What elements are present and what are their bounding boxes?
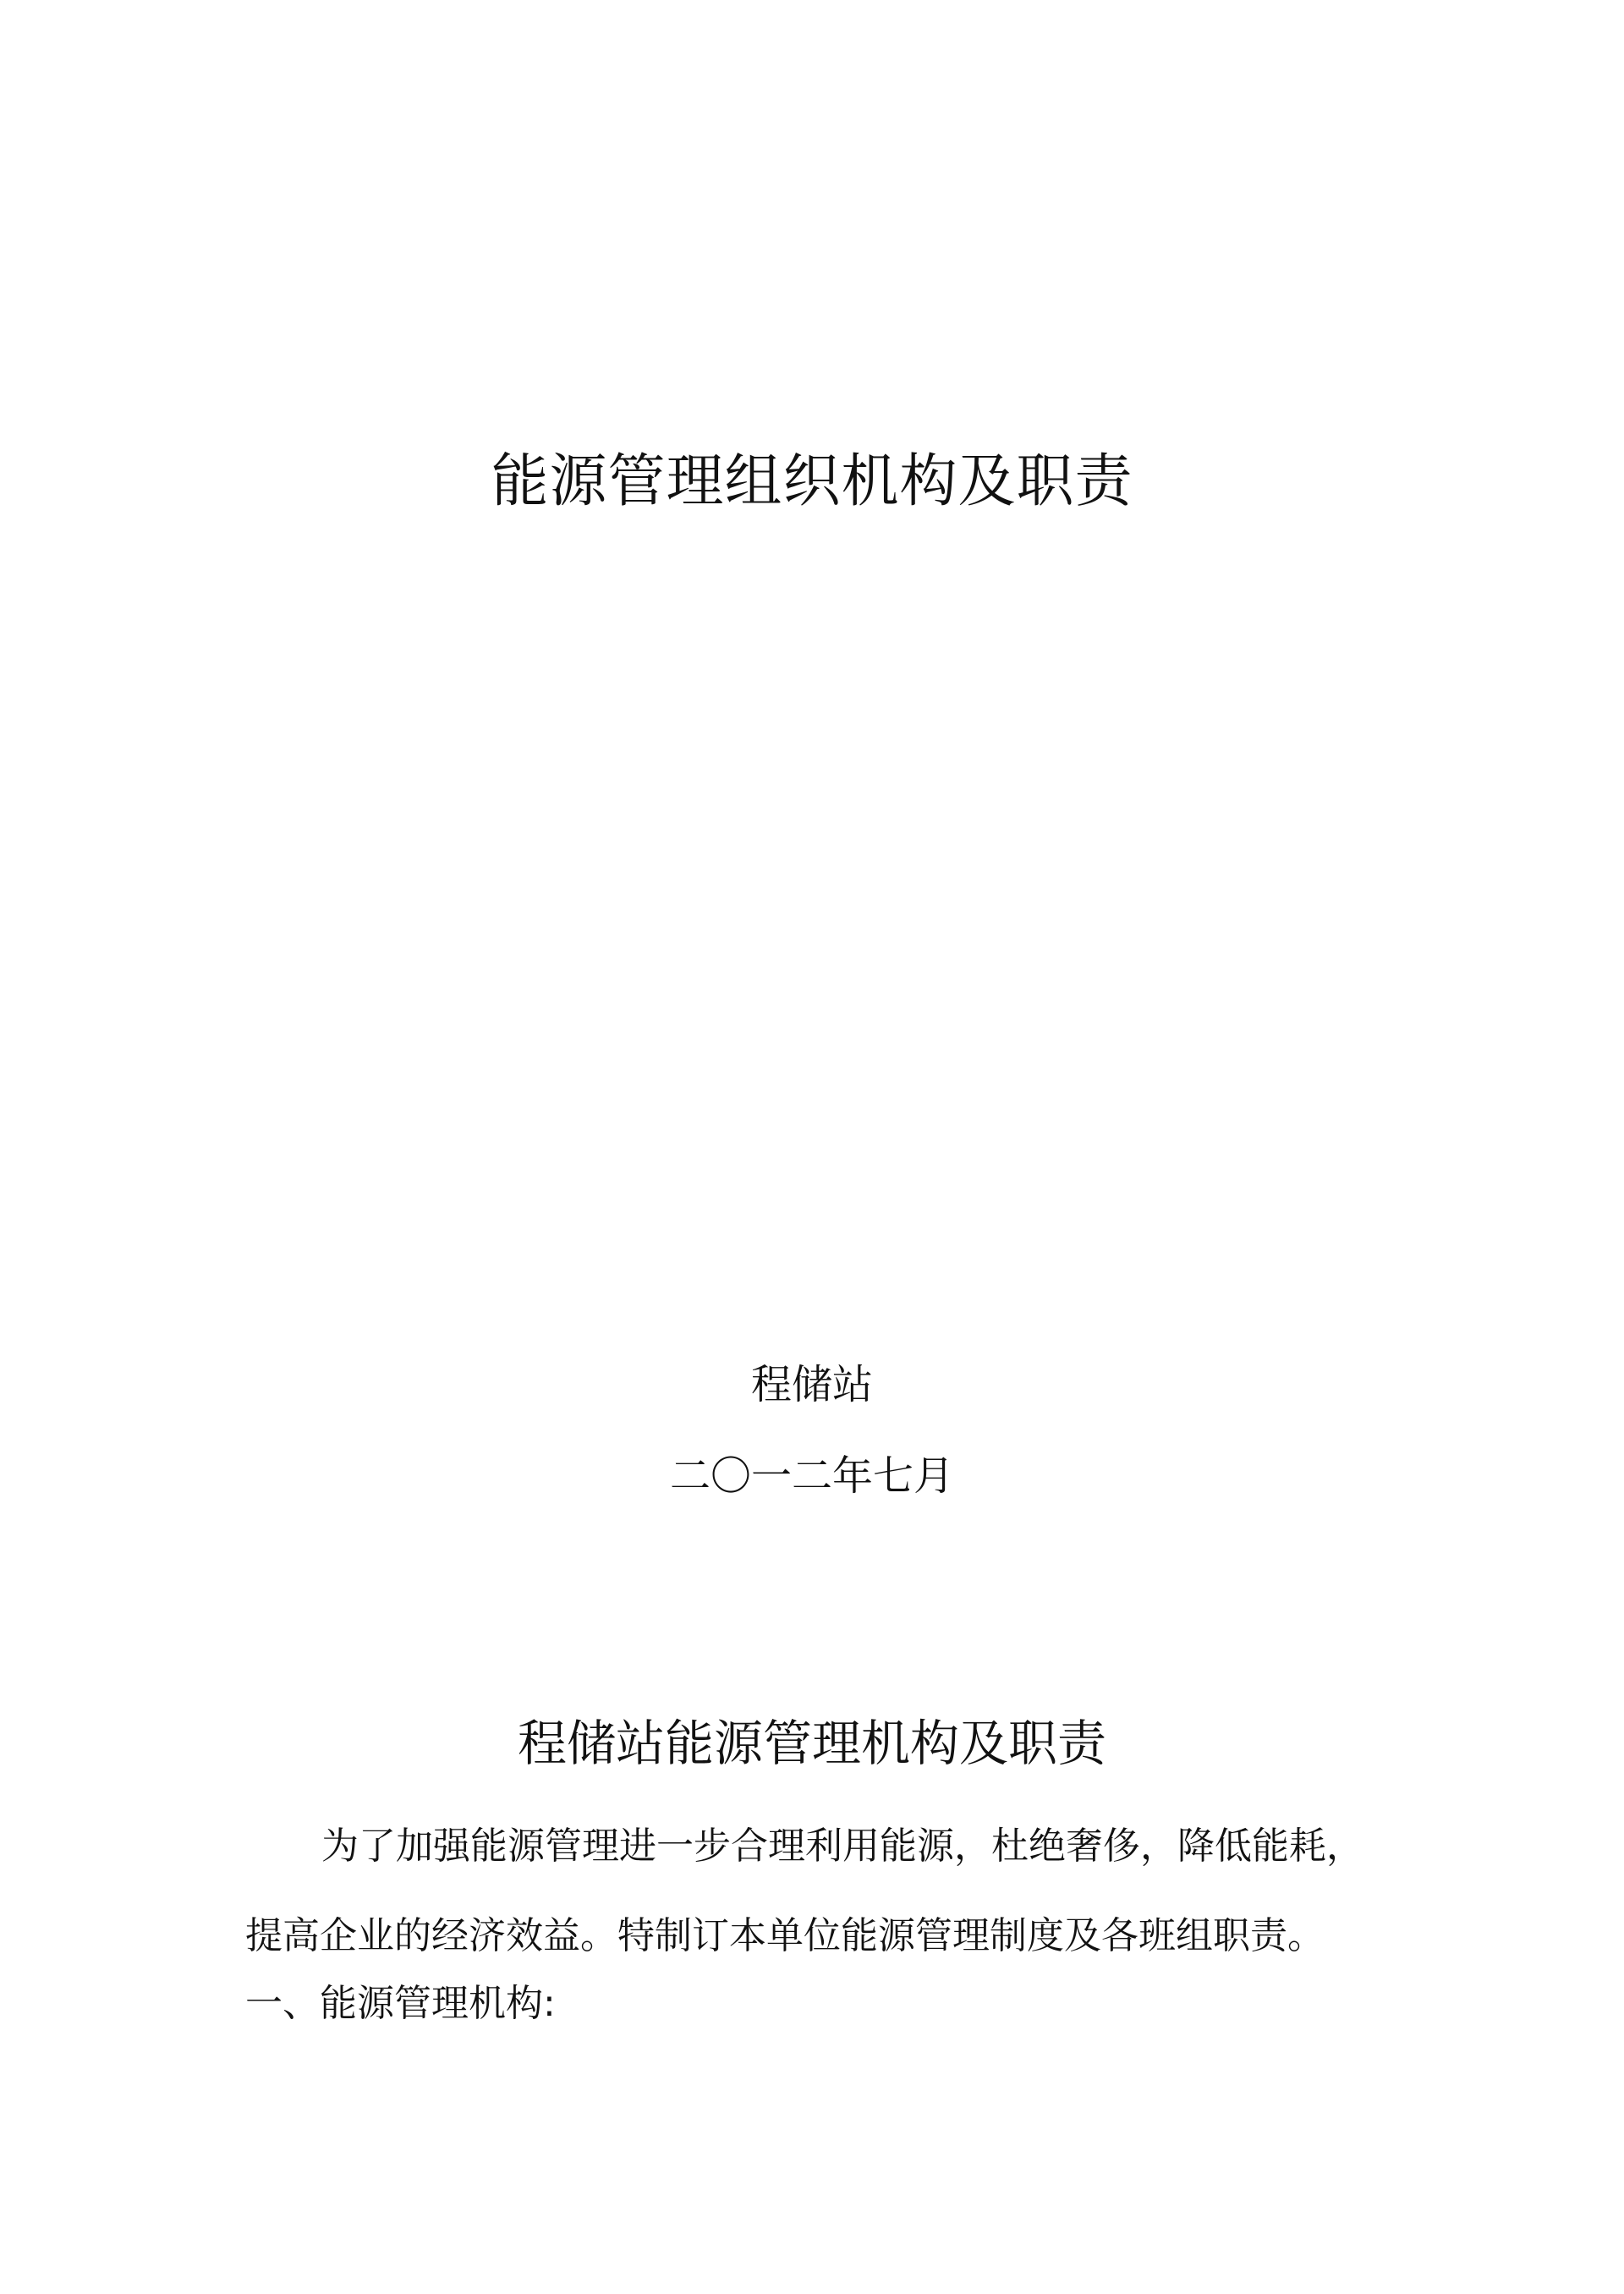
intro-paragraph [245,1802,1387,1981]
section-title: 程储站能源管理机构及职责 [517,1715,1106,1772]
cover-date: 二〇一二年七月 [669,1452,954,1500]
cover-title: 能源管理组织机构及职责 [491,448,1133,515]
intro-line-1: 为了加强能源管理进一步合理利用能源，杜绝奢侈，降低能耗， [321,1825,1363,1868]
cover-organization: 程储站 [750,1361,873,1408]
intro-line-2: 提高企业的经济效益。特制订本单位能源管理制度及各班组职责。 [245,1914,1325,1957]
heading-energy-management-organization: 一、能源管理机构: [245,1982,556,2025]
